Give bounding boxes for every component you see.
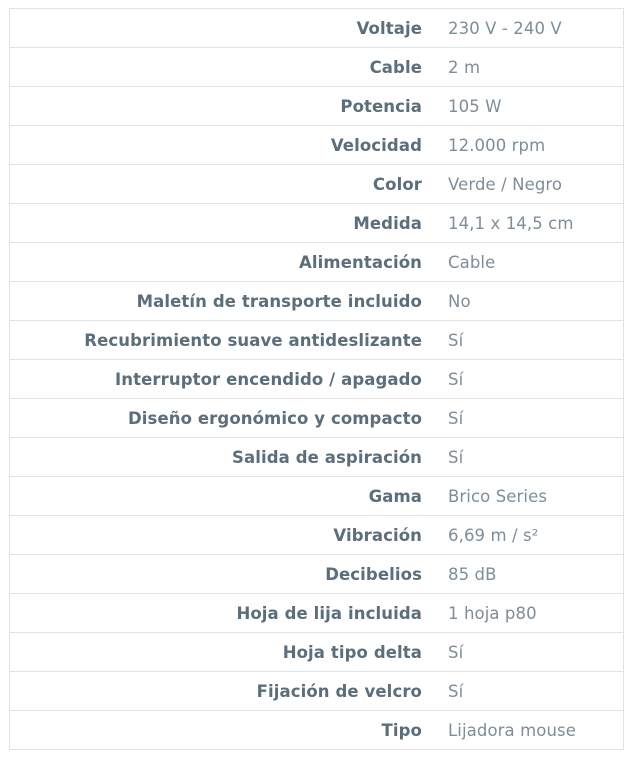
spec-label: Hoja de lija incluida xyxy=(10,594,436,633)
spec-row xyxy=(10,48,624,87)
spec-value: 230 V - 240 V xyxy=(435,9,624,48)
spec-label: Recubrimiento suave antideslizante xyxy=(10,321,436,360)
spec-row xyxy=(10,321,624,360)
spec-label: Alimentación xyxy=(10,243,436,282)
spec-row xyxy=(10,126,624,165)
spec-value: 14,1 x 14,5 cm xyxy=(435,204,624,243)
spec-row xyxy=(10,594,624,633)
spec-value: Sí xyxy=(435,672,624,711)
spec-label: Color xyxy=(10,165,436,204)
spec-value: 12.000 rpm xyxy=(435,126,624,165)
spec-value: Cable xyxy=(435,243,624,282)
spec-label: Maletín de transporte incluido xyxy=(10,282,436,321)
spec-row xyxy=(10,711,624,750)
spec-label: Hoja tipo delta xyxy=(10,633,436,672)
spec-value: 2 m xyxy=(435,48,624,87)
spec-row xyxy=(10,204,624,243)
spec-row xyxy=(10,360,624,399)
spec-value: Sí xyxy=(435,399,624,438)
spec-row xyxy=(10,516,624,555)
spec-row xyxy=(10,9,624,48)
spec-row xyxy=(10,633,624,672)
spec-label: Voltaje xyxy=(10,9,436,48)
spec-label: Gama xyxy=(10,477,436,516)
spec-table xyxy=(9,8,624,750)
spec-label: Salida de aspiración xyxy=(10,438,436,477)
spec-label: Interruptor encendido / apagado xyxy=(10,360,436,399)
spec-row xyxy=(10,399,624,438)
spec-label: Velocidad xyxy=(10,126,436,165)
spec-row xyxy=(10,555,624,594)
spec-value: Sí xyxy=(435,438,624,477)
spec-label: Potencia xyxy=(10,87,436,126)
spec-value: Lijadora mouse xyxy=(435,711,624,750)
spec-value: 1 hoja p80 xyxy=(435,594,624,633)
spec-value: Sí xyxy=(435,321,624,360)
spec-label: Cable xyxy=(10,48,436,87)
spec-label: Vibración xyxy=(10,516,436,555)
spec-table-body xyxy=(10,9,624,750)
spec-value: Brico Series xyxy=(435,477,624,516)
spec-value: Verde / Negro xyxy=(435,165,624,204)
spec-row xyxy=(10,243,624,282)
spec-value: 105 W xyxy=(435,87,624,126)
spec-label: Fijación de velcro xyxy=(10,672,436,711)
spec-row xyxy=(10,282,624,321)
spec-label: Decibelios xyxy=(10,555,436,594)
spec-value: 6,69 m / s² xyxy=(435,516,624,555)
spec-label: Tipo xyxy=(10,711,436,750)
spec-value: No xyxy=(435,282,624,321)
spec-value: Sí xyxy=(435,633,624,672)
spec-row xyxy=(10,165,624,204)
spec-value: Sí xyxy=(435,360,624,399)
spec-row xyxy=(10,87,624,126)
spec-value: 85 dB xyxy=(435,555,624,594)
spec-label: Diseño ergonómico y compacto xyxy=(10,399,436,438)
spec-row xyxy=(10,438,624,477)
spec-row xyxy=(10,672,624,711)
spec-label: Medida xyxy=(10,204,436,243)
spec-row xyxy=(10,477,624,516)
